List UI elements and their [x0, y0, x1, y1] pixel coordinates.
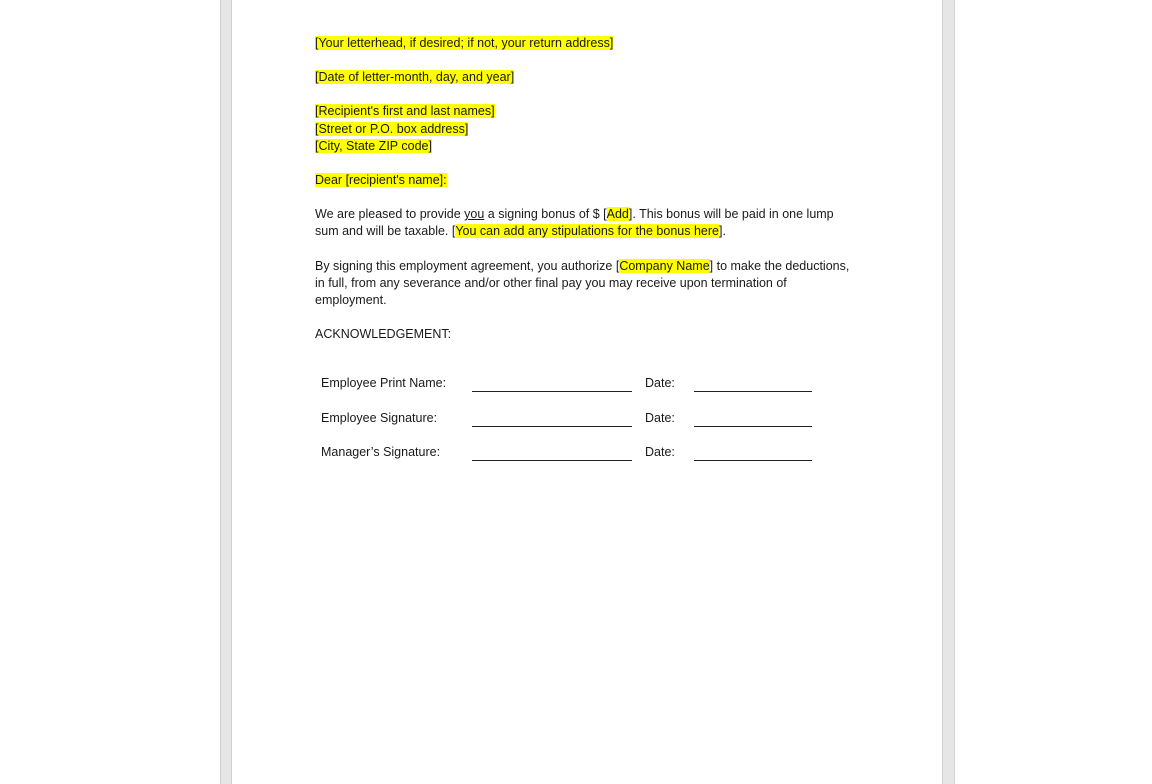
right-gutter — [943, 0, 955, 784]
document-page[interactable] — [231, 0, 943, 784]
date-label: Date: — [645, 445, 675, 459]
manager-signature-line[interactable] — [472, 460, 632, 461]
stipulations-placeholder: You can add any stipulations for the bonus here — [455, 224, 719, 239]
date-line-field[interactable] — [694, 460, 812, 461]
employee-signature-label: Employee Signature: — [321, 410, 438, 425]
letterhead-line: [Your letterhead, if desired; if not, your return address] — [315, 36, 614, 50]
salutation: Dear [recipient's name]: — [315, 173, 447, 188]
employee-print-name-line[interactable] — [472, 391, 632, 392]
street-line: [Street or P.O. box address] — [315, 121, 469, 136]
document-body[interactable] — [315, 35, 860, 343]
spelling-flag-you: you — [464, 207, 485, 222]
company-name-placeholder: Company Name — [619, 258, 710, 273]
date-line-field[interactable] — [694, 426, 812, 427]
bonus-paragraph: We are pleased to provide you a signing bonus of $ [Add]. This bonus will be paid in one lump sum and will be taxable. [You can add any stipulations for the bonus here]. — [315, 207, 834, 239]
employee-signature-line[interactable] — [472, 426, 632, 427]
manager-signature-label: Manager’s Signature: — [321, 445, 441, 459]
bonus-amount-placeholder: Add — [606, 207, 629, 222]
date-label: Date: — [645, 376, 675, 390]
acknowledgement-heading: ACKNOWLEDGEMENT: — [315, 327, 452, 342]
left-gutter — [220, 0, 231, 784]
recipient-name-line: [Recipient's first and last names] — [315, 104, 495, 119]
date-line-field[interactable] — [694, 391, 812, 392]
date-line: [Date of letter-month, day, and year] — [315, 70, 515, 85]
employee-print-name-label: Employee Print Name: — [321, 376, 447, 390]
date-label: Date: — [645, 410, 675, 425]
city-line: [City, State ZIP code] — [315, 138, 432, 153]
authorization-paragraph: By signing this employment agreement, you authorize [Company Name] to make the deductions, in full, from any severance and/or other final pay you may receive upon termination of employment. — [315, 258, 850, 308]
